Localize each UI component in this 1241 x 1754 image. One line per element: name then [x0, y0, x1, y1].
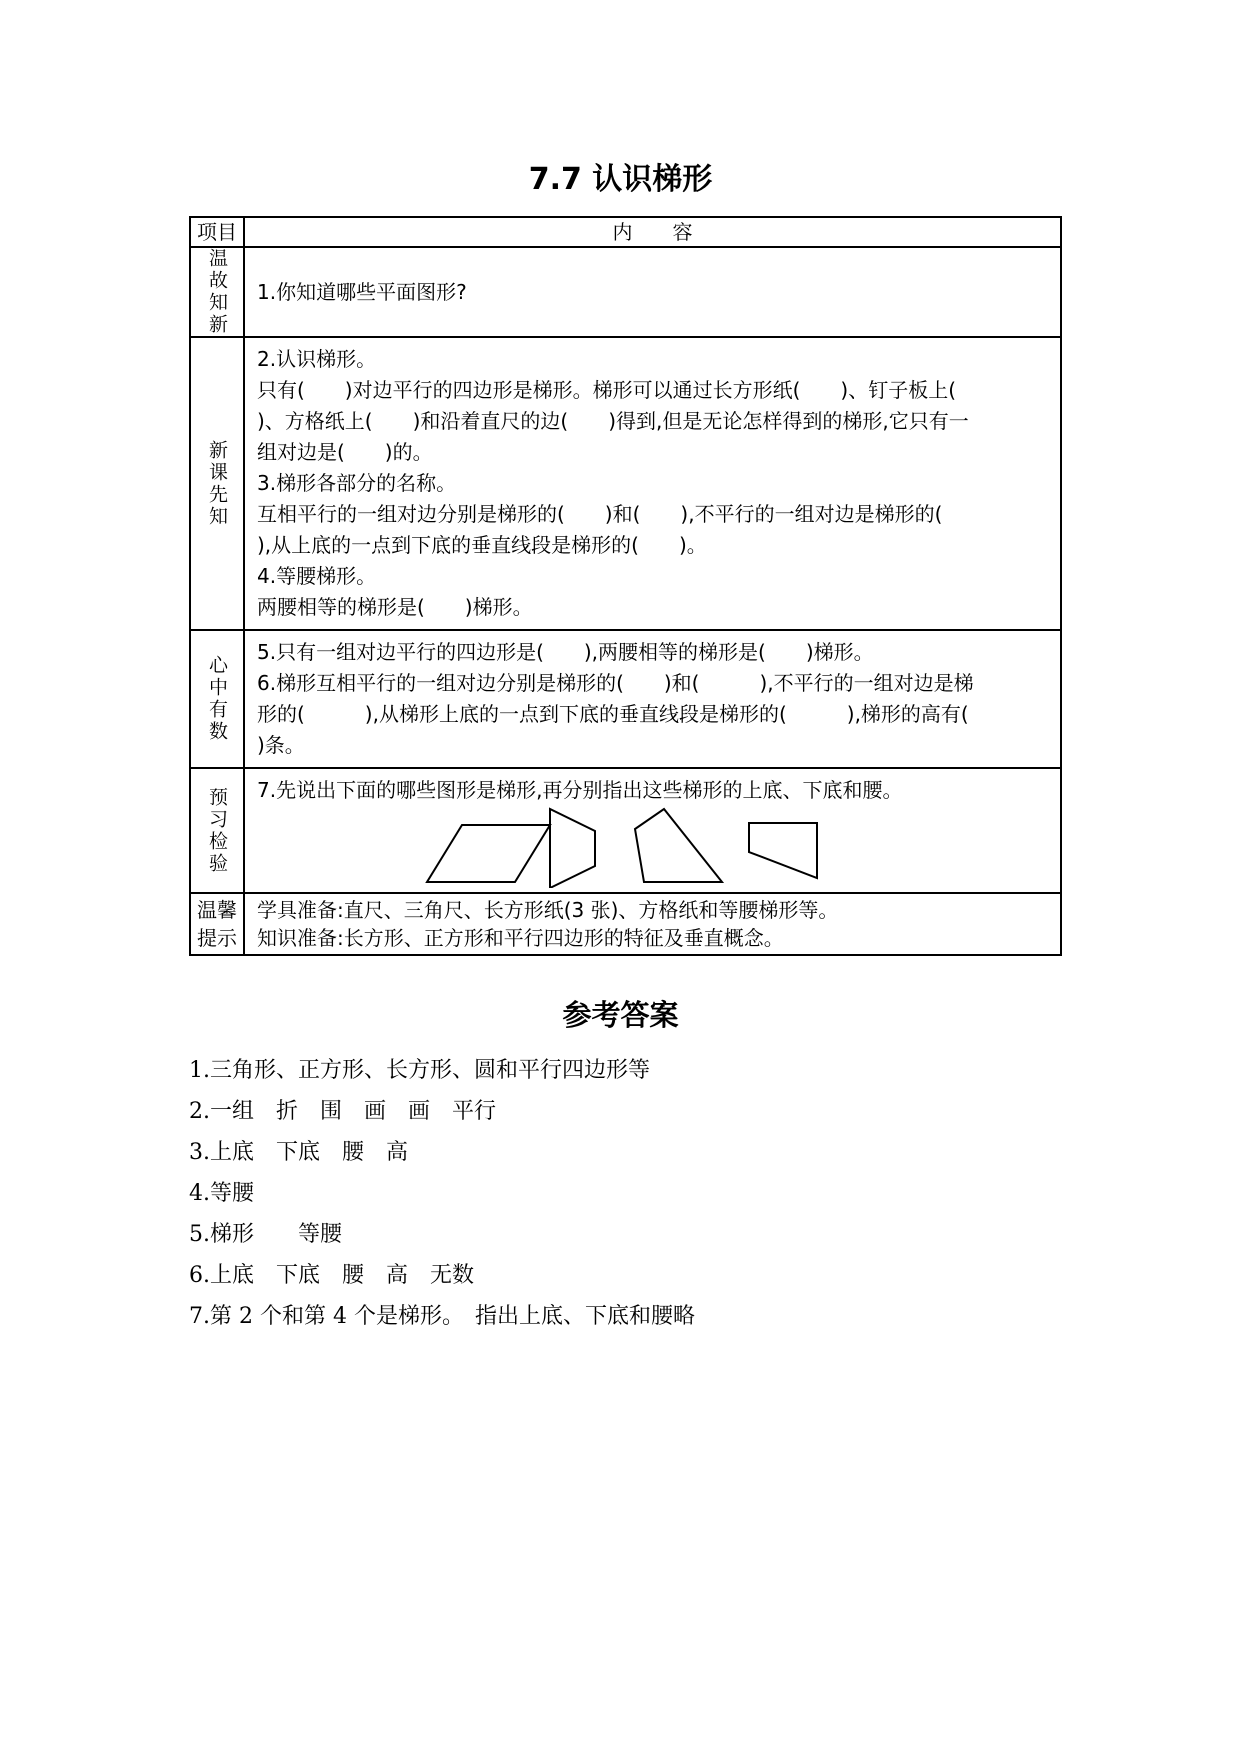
- new-lesson-label: 新课先知: [206, 439, 228, 528]
- review-row: [190, 247, 1061, 337]
- new-lesson-line: 只有( )对边平行的四边形是梯形。梯形可以通过长方形纸( )、钉子板上(: [257, 378, 957, 402]
- preview-label-cell: [190, 768, 244, 893]
- header-label: 项目: [190, 217, 244, 247]
- mind-line: 5.只有一组对边平行的四边形是( ),两腰相等的梯形是( )梯形。: [257, 640, 874, 664]
- mind-content: [244, 630, 1061, 768]
- new-lesson-row: [190, 337, 1061, 630]
- new-lesson-line: 2.认识梯形。: [257, 347, 377, 371]
- new-lesson-content: [244, 337, 1061, 630]
- tips-row: [190, 893, 1061, 955]
- right-trapezoid-shape: [550, 809, 595, 888]
- answer-item: 2.一组 折 围 画 画 平行: [189, 1099, 496, 1124]
- tips-line: 学具准备:直尺、三角尺、长方形纸(3 张)、方格纸和等腰梯形等。: [257, 898, 839, 922]
- mind-line: 形的( ),从梯形上底的一点到下底的垂直线段是梯形的( ),梯形的高有(: [257, 702, 969, 726]
- table-header-row: [190, 217, 1061, 247]
- new-lesson-line: 4.等腰梯形。: [257, 564, 377, 588]
- mind-row: [190, 630, 1061, 768]
- new-lesson-line: 两腰相等的梯形是( )梯形。: [257, 595, 533, 619]
- tips-label-line-1: 温馨: [197, 898, 237, 922]
- tips-label-line-2: 提示: [197, 926, 237, 950]
- mind-label-cell: [190, 630, 244, 768]
- answer-item: 6.上底 下底 腰 高 无数: [189, 1263, 474, 1288]
- answer-item: 1.三角形、正方形、长方形、圆和平行四边形等: [189, 1058, 650, 1083]
- mind-label: 心中有数: [206, 655, 228, 743]
- answer-item: 3.上底 下底 腰 高: [189, 1140, 408, 1165]
- new-lesson-line: )、方格纸上( )和沿着直尺的边( )得到,但是无论怎样得到的梯形,它只有一: [257, 409, 969, 433]
- new-lesson-label-cell: [190, 337, 244, 630]
- trapezoid-shape: [749, 823, 817, 878]
- new-lesson-line: 3.梯形各部分的名称。: [257, 471, 457, 495]
- page-title: 7.7 认识梯形: [528, 162, 713, 197]
- review-content: [244, 247, 1061, 337]
- answers-title: 参考答案: [562, 998, 679, 1032]
- review-label: 温故知新: [206, 248, 228, 336]
- review-label-cell: [190, 247, 244, 337]
- preview-content: [244, 768, 1061, 893]
- quadrilateral-shape: [635, 809, 722, 882]
- preview-question-7: 7.先说出下面的哪些图形是梯形,再分别指出这些梯形的上底、下底和腰。: [257, 778, 903, 802]
- new-lesson-line: 互相平行的一组对边分别是梯形的( )和( ),不平行的一组对边是梯形的(: [257, 502, 943, 526]
- answer-item: 4.等腰: [189, 1181, 254, 1206]
- parallelogram-shape: [427, 825, 550, 882]
- tips-content: [244, 893, 1061, 955]
- shapes-svg: [257, 806, 1057, 888]
- worksheet-table: [189, 216, 1062, 956]
- preview-label: 预习检验: [206, 786, 228, 875]
- tips-line: 知识准备:长方形、正方形和平行四边形的特征及垂直概念。: [257, 926, 784, 950]
- new-lesson-line: ),从上底的一点到下底的垂直线段是梯形的( )。: [257, 533, 707, 557]
- header-content: 内容: [612, 220, 733, 244]
- preview-row: [190, 768, 1061, 893]
- answer-item: 5.梯形 等腰: [189, 1222, 342, 1247]
- answer-item: 7.第 2 个和第 4 个是梯形。 指出上底、下底和腰略: [189, 1304, 695, 1329]
- answer-list: [189, 1050, 1089, 1337]
- mind-line: 6.梯形互相平行的一组对边分别是梯形的( )和( ),不平行的一组对边是梯: [257, 671, 974, 695]
- review-question-1: 1.你知道哪些平面图形?: [257, 279, 467, 304]
- header-content-cell: [244, 217, 1061, 247]
- tips-label-cell: [190, 893, 244, 955]
- new-lesson-line: 组对边是( )的。: [257, 440, 433, 464]
- mind-line: )条。: [257, 733, 305, 757]
- shape-figures: [257, 806, 1054, 886]
